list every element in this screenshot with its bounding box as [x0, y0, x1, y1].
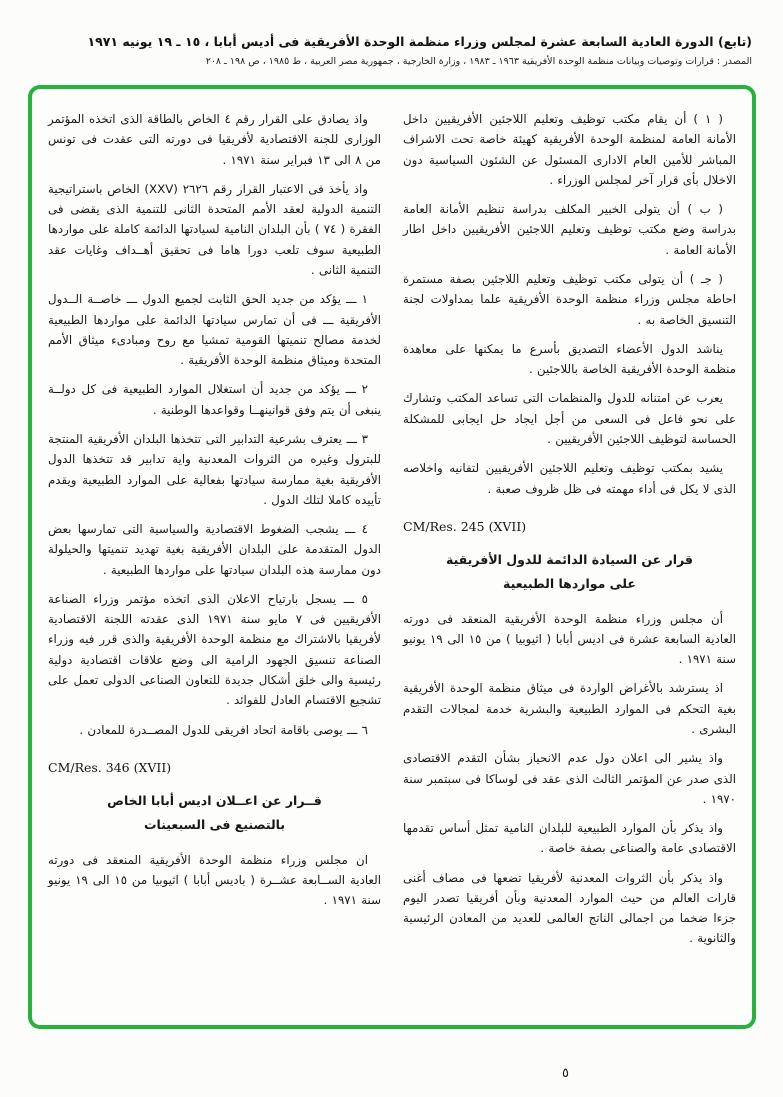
resolution-title-line: بالتصنيع فى السبعينات [143, 817, 286, 833]
operative-paragraph: يناشد الدول الأعضاء التصديق بأسرع ما يمكنها على معاهدة منظمة الوحدة الأفريقية الخاصة باللاجئين . [403, 341, 736, 377]
operative-paragraph: يشيد بمكتب توظيف وتعليم اللاجئين الأفريقيين لتفانيه واخلاصه الذى لا يكل فى أداء مهمته فى ظل ظروف صعبة . [403, 461, 736, 496]
preamble-paragraph: واذ يذكر بأن الثروات المعدنية لأفريقيا تضعها فى مصاف أغنى قارات العالم من حيث الموارد المعدنية وبأن أفريقيا تصدر اليوم جزءا ضخما من اجمالى الناتج العالمى للعديد من المعادن الرئيسية والثانوية . [403, 870, 736, 946]
preamble-paragraph: واذ يشير الى اعلان دول عدم الانحياز بشأن التقدم الاقتصادى الذى صدر عن المؤتمر الثالث الذى عقد فى لوساكا فى سبتمبر سنة ١٩٧٠ . [403, 751, 736, 806]
clause-paragraph: ( ١ ) أن يقام مكتب توظيف وتعليم اللاجئين الأفريقيين داخل الأمانة العامة لمنظمة الوحدة الأفريقية كهيئة خاصة تحت الاشراف المباشر للأمين العام الادارى المسئول عن الشئون السياسية دون الاخلال بأى قرار آخر لمجلس الوزراء . [403, 112, 736, 187]
column-right [403, 109, 736, 1015]
numbered-paragraph: ٥ ـــ يسجل بارتياح الاعلان الذى اتخذه مؤتمر وزراء الصناعة الأفريقيين فى ٧ مايو سنة ١٩٧١ الذى عقدته اللجنة الاقتصادية لأفريقيا بالاشتراك مع منظمة الوحدة الأفريقية والذى قرر فيه وزراء الصناعة تنسيق الجهود الرامية الى وضع علاقات اقتصادية دولية رئيسية والى خلق أشكال جديدة للتعاون الصناعى الدولى تعمل على تشجيع الاقتسام العادل للفوائد . [48, 591, 382, 708]
operative-paragraph: يعرب عن امتنانه للدول والمنظمات التى تساعد المكتب وتشارك على نحو فاعل فى السعى من أجل ايجاد حل ايجابى للمشكلة الحساسة لتوظيف اللاجئين الأفريقيين . [403, 391, 736, 446]
page-number: ٥ [562, 1066, 569, 1081]
column-left [48, 109, 381, 1015]
preamble-paragraph: أن مجلس وزراء منظمة الوحدة الأفريقية المنعقد فى دورته العادية السابعة عشرة فى اديس أبابا ( اثيوبيا ) من ١٥ الى ١٩ يونيو سنة ١٩٧١ . [403, 611, 736, 667]
resolution-title-line: قرار عن السيادة الدائمة للدول الأفريقية [446, 551, 693, 567]
numbered-paragraph: ٣ ـــ يعترف بشرعية التدابير التى تتخذها البلدان الأفريقية المنتجة للبترول وغيره من الثروات المعدنية واية تدابير قد تتخذها الدول الأفريقية بغية ممارسة سيادتها بفعالية على الموارد الطبيعية ويقدم تأييده كاملا لتلك الدول . [48, 431, 381, 507]
numbered-paragraph: ٦ ـــ يوصى باقامة اتحاد افريقى للدول المصــدرة للمعادن . [79, 722, 368, 737]
preamble-paragraph: واذ يصادق على القرار رقم ٤ الخاص بالطاقة الذى اتخذه المؤتمر الوزارى للجنة الاقتصادية لأفريقيا فى دورته التى عقدت فى تونس من ٨ الى ١٣ فبراير سنة ١٩٧١ . [48, 112, 381, 167]
numbered-paragraph: ٤ ـــ يشجب الضغوط الاقتصادية والسياسية التى تمارسها بعض الدول المتقدمة على البلدان الأفريقية بغية تهديد تنميتها والحيلولة دون ممارسة هذه البلدان سيادتها على مواردها الطبيعية . [48, 522, 381, 577]
clause-paragraph: ( جـ ) أن يتولى مكتب توظيف وتعليم اللاجئين بصفة مستمرة احاطة مجلس وزراء منظمة الوحدة الأفريقية علما بمداولات لجنة التنسيق الخاصة به . [403, 271, 736, 327]
document-header [28, 30, 756, 67]
resolution-title [403, 548, 736, 597]
clause-paragraph: ( ب ) أن يتولى الخبير المكلف بدراسة تنظيم الأمانة العامة بدراسة وضع مكتب توظيف وتعليم اللاجئين الأفريقيين داخل اطار الأمانة العامة . [403, 202, 736, 257]
preamble-paragraph: واذ يذكر بأن الموارد الطبيعية للبلدان النامية تمثل أساس تقدمها الاقتصادى عامة والصناعى بصفة خاصة . [403, 821, 736, 856]
preamble-paragraph: واذ يأخذ فى الاعتبار القرار رقم ٢٦٢٦ (XXV) الخاص باستراتيجية التنمية الدولية لعقد الأمم المتحدة الثانى للتنمية الذى يقضى فى الفقرة ( ٧٤ ) بأن البلدان النامية لسيادتها الدائمة كاملة على مواردها الطبيعية سوف تلعب دورا هاما فى تحقيق أهــداف وغايات عقد التنمية الثانى . [48, 181, 381, 277]
preamble-paragraph: اذ يسترشد بالأغراض الواردة فى ميثاق منظمة الوحدة الأفريقية بغية التحكم فى الموارد الطبيعية والبشرية خدمة لمجالات التقدم البشرى . [403, 681, 736, 736]
resolution-title [48, 789, 381, 838]
session-title-line: (تابع) الدورة العادية السابعة عشرة لمجلس وزراء منظمة الوحدة الأفريقية فى أديس أبابا ، ١٥ ـ ١٩ يونيه ١٩٧١ [87, 34, 752, 49]
resolution-title-line: على مواردها الطبيعية [503, 576, 636, 592]
content-frame [28, 85, 756, 1029]
source-citation-line: المصدر : قرارات وتوصيات وبيانات منظمة الوحدة الأفريقية ١٩٦٣ ـ ١٩٨٣ ، وزارة الخارجية ، جمهورية مصر العربية ، ط ١٩٨٥ ، ص ١٩٨ ـ ٢٠٨ [205, 56, 752, 67]
resolution-code: CM/Res. 346 (XVII) [48, 759, 172, 775]
numbered-paragraph: ٢ ـــ يؤكد من جديد أن استغلال الموارد الطبيعية فى كل دولــة ينبغى أن يتم وفق قوانينهــا وقواعدها الوطنية . [48, 382, 381, 417]
resolution-code: CM/Res. 245 (XVII) [403, 518, 527, 534]
numbered-paragraph: ١ ـــ يؤكد من جديد الحق الثابت لجميع الدول ـــ خاصــة الــدول الأفريقية ـــ فى أن تمارس سيادتها الدائمة على مواردها الطبيعية لخدمة مصالح تنميتها القومية تمشيا مع روح ومبادىء ميثاق الأمم المتحدة وميثاق منظمة الوحدة الأفريقية . [48, 292, 381, 368]
resolution-title-line: قــرار عن اعــلان اديس أبابا الخاص [107, 792, 322, 808]
preamble-paragraph: ان مجلس وزراء منظمة الوحدة الأفريقية المنعقد فى دورته العادية الســابعة عشــرة ( باديس أبابا ) اثيوبيا من ١٥ الى ١٩ يونيو سنة ١٩٧١ . [48, 852, 381, 908]
